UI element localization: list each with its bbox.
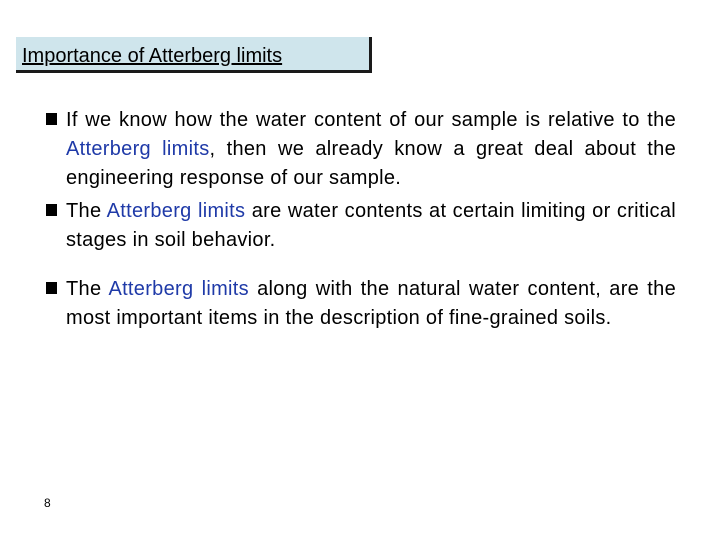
bullet-item bbox=[46, 275, 676, 333]
highlighted-term: Atterberg limits bbox=[108, 278, 249, 300]
bullet-item bbox=[46, 197, 676, 255]
page-number: 8 bbox=[44, 496, 51, 510]
square-bullet-icon bbox=[46, 204, 57, 216]
square-bullet-icon bbox=[46, 113, 57, 125]
slide-title-box bbox=[16, 37, 372, 73]
square-bullet-icon bbox=[46, 282, 57, 294]
bullet-text: , then we already know a great deal about the engineering response of our sample. bbox=[66, 138, 676, 189]
bullet-item bbox=[46, 106, 676, 193]
bullet-text: along with the natural water content, are the most important items in the description of fine-grained soils. bbox=[66, 278, 676, 329]
bullet-text: are water contents at certain limiting or critical stages in soil behavior. bbox=[66, 200, 676, 251]
bullet-list bbox=[46, 106, 676, 333]
bullet-text: The bbox=[66, 278, 109, 300]
highlighted-term: Atterberg limits bbox=[106, 200, 246, 222]
slide-title: Importance of Atterberg limits bbox=[22, 45, 283, 67]
bullet-text: The bbox=[66, 200, 107, 222]
bullet-text: If we know how the water content of our sample is relative to the bbox=[66, 109, 676, 131]
highlighted-term: Atterberg limits bbox=[66, 138, 210, 160]
